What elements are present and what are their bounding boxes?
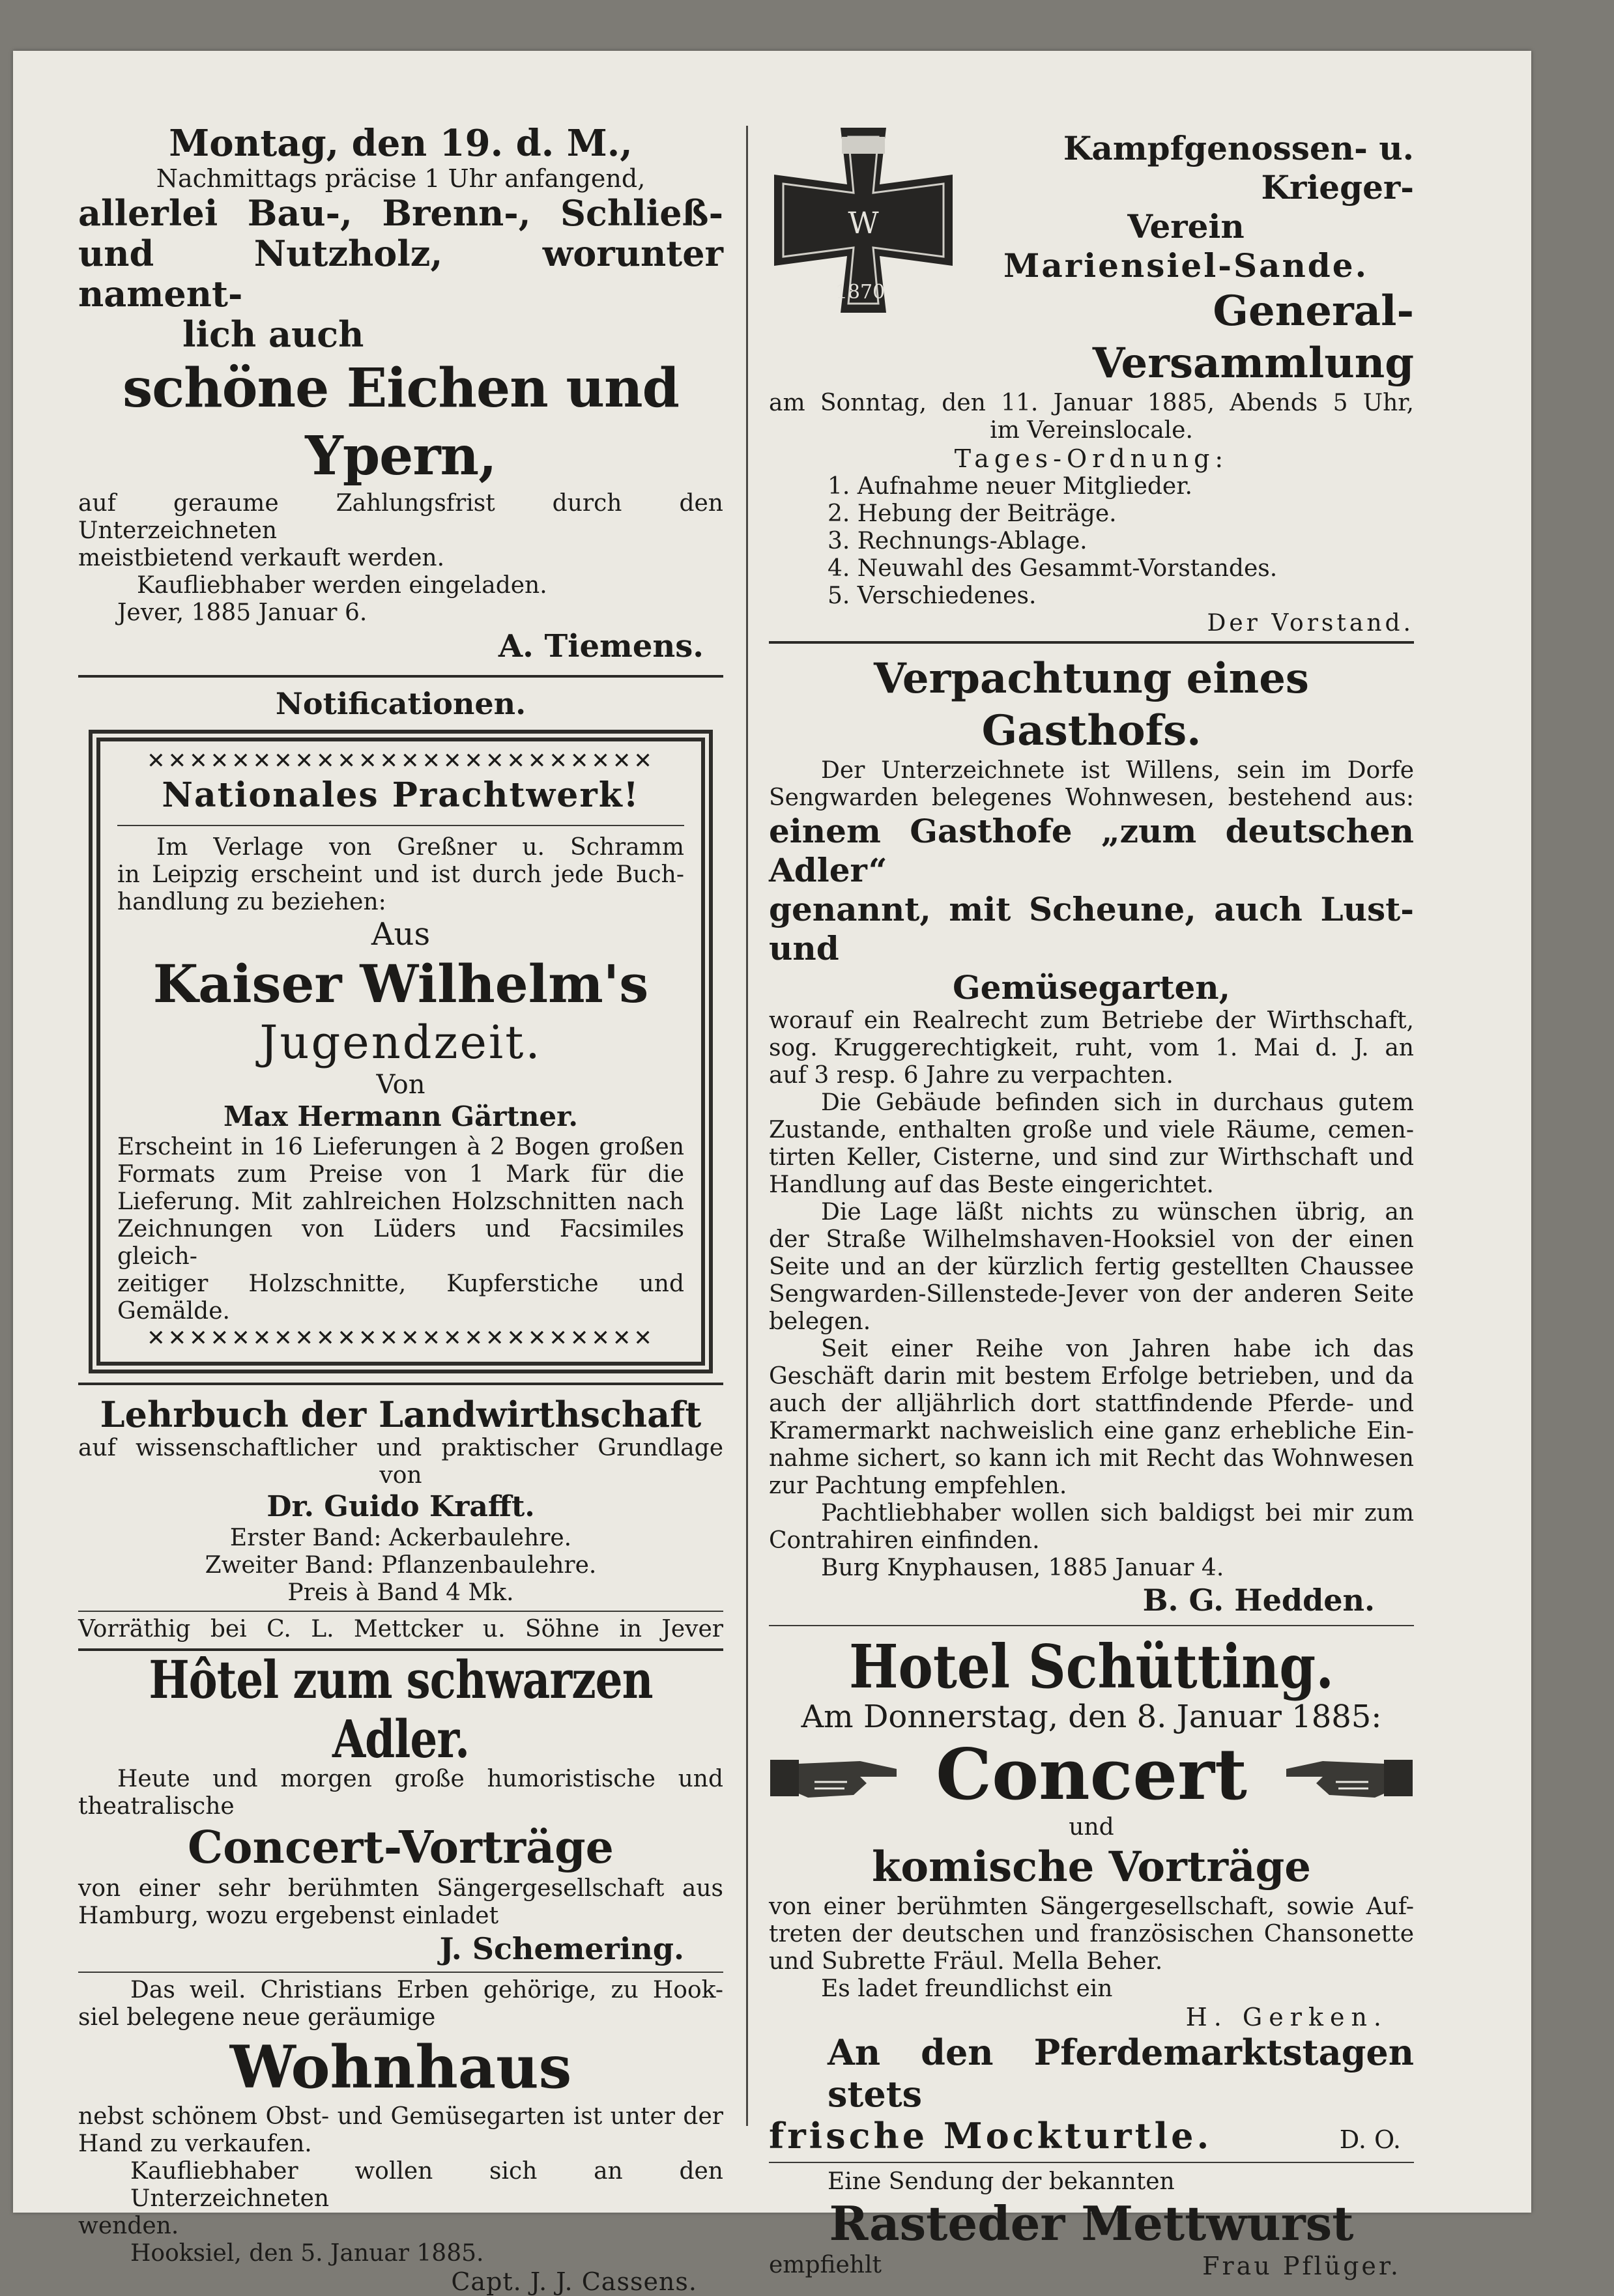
book-intro: handlung zu beziehen: — [117, 889, 386, 915]
auction-headline: schöne Eichen und Ypern, — [122, 357, 679, 487]
notifications-heading: Notificationen. — [275, 686, 526, 721]
gasthof-line: tirten Keller, Cisterne, und sind zur Wirthschaft und — [769, 1144, 1414, 1171]
gasthof-line: Seite und an der kürzlich fertig gestellten Chaussee — [769, 1254, 1414, 1280]
wohnhaus-ad — [78, 1977, 723, 2296]
book-aus: Aus — [371, 916, 431, 953]
schuetting-ad — [769, 1631, 1414, 2157]
gasthof-line: auch der alljährlich dort stattfindende Pferde- und — [769, 1390, 1414, 1417]
cross-letter: W — [848, 205, 879, 240]
pointing-hand-right-icon — [769, 1745, 899, 1804]
gasthof-line: der Straße Wilhelmshaven-Hooksiel von der einen — [769, 1226, 1414, 1253]
concert-komisch: komische Vorträge — [872, 1843, 1311, 1891]
wohnhaus-line: siel belegene neue geräumige — [78, 2004, 436, 2031]
hotel-adler-ad — [78, 1649, 723, 1968]
book-intro: in Leipzig erscheint und ist durch jede Buch- — [117, 861, 684, 888]
gasthof-line: Der Unterzeichnete ist Willens, sein im Dorfe — [821, 757, 1414, 784]
rule — [117, 825, 684, 826]
lehrbuch-title: Lehrbuch der Landwirthschaft — [100, 1394, 702, 1435]
lehrbuch-stock: Vorräthig bei C. L. Mettcker u. Söhne in Jever — [78, 1616, 723, 1643]
book-title: Nationales Prachtwerk! — [162, 775, 640, 815]
agenda-item: 3. Rechnungs-Ablage. — [828, 528, 1088, 554]
hotel-adler-line: Heute und morgen große humoristische und — [117, 1766, 723, 1792]
gasthof-signature: B. G. Hedden. — [1142, 1583, 1375, 1618]
gasthof-line: nahme sichert, so kann ich mit Recht das Wohnwesen — [769, 1445, 1414, 1472]
gasthof-line: Geschäft darin mit bestem Erfolge betrieben, und da — [769, 1363, 1414, 1390]
verein-line: Kampfgenossen- u. Krieger- — [1063, 129, 1414, 207]
gasthof-ad — [769, 653, 1414, 1618]
auction-line: auf geraume Zahlungsfrist durch den Unterzeichneten — [78, 490, 723, 544]
lehrbuch-vol: Erster Band: Ackerbaulehre. — [229, 1525, 572, 1551]
gasthof-line: Kramermarkt nachweislich eine ganz erhebliche Ein- — [769, 1418, 1414, 1444]
column-divider — [746, 126, 748, 2126]
gasthof-line: Die Lage läßt nichts zu wünschen übrig, an — [821, 1199, 1414, 1226]
schuetting-line: treten der deutschen und französischen Chansonette — [769, 1921, 1414, 1947]
book-desc: Zeichnungen von Lüders und Facsimiles gleich- — [117, 1216, 684, 1270]
gasthof-big: genannt, mit Scheune, auch Lust- und — [769, 890, 1414, 968]
ornament-border: ✕✕✕✕✕✕✕✕✕✕✕✕✕✕✕✕✕✕✕✕✕✕✕✕ — [147, 1325, 655, 1351]
hotel-adler-headline: Concert-Vorträge — [188, 1822, 614, 1874]
agenda-title: Tages-Ordnung: — [954, 444, 1229, 473]
agenda-item: 4. Neuwahl des Gesammt-Vorstandes. — [828, 555, 1278, 582]
auction-date: Montag, den 19. d. M., — [169, 122, 633, 165]
concert-title: Concert — [936, 1734, 1247, 1816]
concert-und: und — [1069, 1814, 1114, 1841]
cross-year: 1870 — [835, 281, 886, 304]
gasthof-big: einem Gasthofe „zum deutschen Adler“ — [769, 812, 1414, 889]
auction-place: Jever, 1885 Januar 6. — [117, 599, 367, 626]
gasthof-line: Pachtliebhaber wollen sich baldigst bei mir zum — [821, 1500, 1414, 1527]
rule — [78, 1972, 723, 1973]
agenda-list — [769, 473, 1414, 610]
hotel-adler-line: Hamburg, wozu ergebenst einladet — [78, 1902, 499, 1929]
wohnhaus-line: nebst schönem Obst- und Gemüsegarten ist unter der — [78, 2103, 723, 2130]
book-von: Von — [376, 1070, 425, 1100]
left-column — [78, 122, 723, 2296]
book-desc: Formats zum Preise von 1 Mark für die — [117, 1161, 684, 1188]
wohnhaus-line: Hand zu verkaufen. — [78, 2131, 312, 2157]
schuetting-line: von einer berühmten Sängergesellschaft, sowie Auf- — [769, 1893, 1414, 1920]
auction-line: meistbietend verkauft werden. — [78, 545, 445, 571]
auction-line: lich auch — [182, 313, 364, 355]
hotel-adler-line: theatralische — [78, 1793, 235, 1820]
pointing-hand-left-icon — [1284, 1745, 1414, 1804]
schuetting-line: Es ladet freundlichst ein — [821, 1975, 1113, 2002]
book-subtitle: Jugendzeit. — [259, 1016, 542, 1069]
pferde-signature: D. O. — [1339, 2125, 1401, 2154]
auction-line: allerlei Bau-, Brenn-, Schließ- — [78, 192, 723, 234]
auction-line: Kaufliebhaber werden eingeladen. — [137, 572, 547, 599]
verein-signature: Der Vorstand. — [1207, 610, 1414, 637]
gasthof-headline: Verpachtung eines Gasthofs. — [874, 654, 1309, 755]
verein-ad — [769, 122, 1414, 637]
gasthof-place: Burg Knyphausen, 1885 Januar 4. — [821, 1555, 1224, 1581]
mettwurst-line: empfiehlt — [769, 2252, 882, 2278]
iron-cross-icon — [769, 122, 958, 318]
rule — [769, 1625, 1414, 1626]
hotel-adler-title: Hôtel zum schwarzen Adler. — [149, 1649, 653, 1770]
book-author: Max Hermann Gärtner. — [223, 1100, 578, 1132]
auction-line: und Nutzholz, worunter nament- — [78, 233, 723, 315]
auction-ad — [78, 122, 723, 666]
gasthof-line: worauf ein Realrecht zum Betriebe der Wirthschaft, — [769, 1007, 1414, 1034]
book-desc: Lieferung. Mit zahlreichen Holzschnitten nach — [117, 1188, 684, 1215]
lehrbuch-author: Dr. Guido Krafft. — [267, 1490, 535, 1523]
verein-line: am Sonntag, den 11. Januar 1885, Abends 5 Uhr, — [769, 390, 1414, 416]
mettwurst-headline: Rasteder Mettwurst — [829, 2196, 1354, 2251]
lehrbuch-price: Preis à Band 4 Mk. — [287, 1579, 514, 1606]
lehrbuch-von: von — [379, 1462, 422, 1489]
pferde-line: An den Pferdemarktstagen stets — [828, 2031, 1414, 2115]
verein-headline: General-Versammlung — [1092, 287, 1414, 388]
agenda-item: 5. Verschiedenes. — [828, 582, 1037, 609]
wohnhaus-line: Das weil. Christians Erben gehörige, zu Hook- — [130, 1977, 723, 2003]
book-name: Kaiser Wilhelm's — [152, 953, 649, 1014]
gasthof-line: Zustande, enthalten große und viele Räume, cemen- — [769, 1117, 1414, 1143]
ornament-border: ✕✕✕✕✕✕✕✕✕✕✕✕✕✕✕✕✕✕✕✕✕✕✕✕ — [147, 748, 655, 774]
rule — [78, 1611, 723, 1612]
verein-header — [769, 122, 1414, 390]
lehrbuch-vol: Zweiter Band: Pflanzenbaulehre. — [205, 1552, 597, 1579]
lehrbuch-ad — [78, 1394, 723, 1643]
concert-row — [769, 1736, 1414, 1814]
newspaper-page — [13, 51, 1531, 2296]
schuetting-line: und Subrette Fräul. Mella Beher. — [769, 1948, 1163, 1975]
agenda-item: 2. Hebung der Beiträge. — [828, 500, 1117, 527]
rule — [769, 2162, 1414, 2163]
verein-line: im Vereinslocale. — [990, 417, 1193, 444]
lehrbuch-line: auf wissenschaftlicher und praktischer Grundlage — [78, 1435, 723, 1461]
book-desc: Erscheint in 16 Lieferungen à 2 Bogen großen — [117, 1134, 684, 1160]
gasthof-big: Gemüsegarten, — [952, 968, 1231, 1007]
schuetting-date: Am Donnerstag, den 8. Januar 1885: — [801, 1699, 1382, 1735]
gasthof-line: sog. Kruggerechtigkeit, ruht, vom 1. Mai d. J. an — [769, 1035, 1414, 1061]
pferde-row — [769, 2115, 1414, 2157]
gasthof-line: Contrahiren einfinden. — [769, 1527, 1040, 1554]
wohnhaus-line: wenden. — [78, 2213, 179, 2239]
gasthof-line: Seit einer Reihe von Jahren habe ich das — [821, 1336, 1414, 1362]
auction-line: Nachmittags präcise 1 Uhr anfangend, — [156, 164, 646, 193]
rule — [769, 641, 1414, 644]
hotel-adler-line: von einer sehr berühmten Sängergesellschaft aus — [78, 1875, 723, 1902]
gasthof-line: auf 3 resp. 6 Jahre zu verpachten. — [769, 1062, 1174, 1089]
rule — [78, 675, 723, 678]
schuetting-signature: H. Gerken. — [1185, 2003, 1388, 2031]
mettwurst-row — [769, 2252, 1414, 2280]
schuetting-headline: Hotel Schütting. — [848, 1631, 1334, 1702]
pferde-line: frische Mockturtle. — [769, 2115, 1213, 2157]
book-intro: Im Verlage von Greßner u. Schramm — [156, 834, 684, 861]
gasthof-line: Sengwarden-Sillenstede-Jever von der anderen Seite — [769, 1281, 1414, 1308]
book-ad-frame — [89, 730, 713, 1373]
agenda-item: 1. Aufnahme neuer Mitglieder. — [828, 473, 1192, 500]
mettwurst-ad — [769, 2168, 1414, 2280]
right-column — [769, 122, 1414, 2280]
gasthof-line: Die Gebäude befinden sich in durchaus gutem — [821, 1089, 1414, 1116]
wohnhaus-headline: Wohnhaus — [229, 2033, 572, 2102]
gasthof-line: zur Pachtung empfehlen. — [769, 1472, 1067, 1499]
mettwurst-line: Eine Sendung der bekannten — [828, 2168, 1175, 2195]
verein-line: Verein — [1127, 207, 1245, 246]
wohnhaus-place: Hooksiel, den 5. Januar 1885. — [130, 2240, 484, 2267]
gasthof-line: Sengwarden belegenes Wohnwesen, bestehend aus: — [769, 784, 1414, 811]
hotel-adler-signature: J. Schemering. — [439, 1931, 684, 1966]
gasthof-line: Handlung auf das Beste eingerichtet. — [769, 1171, 1214, 1198]
wohnhaus-line: Kaufliebhaber wollen sich an den Unterzeichneten — [130, 2158, 723, 2212]
rule — [78, 1383, 723, 1385]
gasthof-line: belegen. — [769, 1308, 871, 1335]
auction-signature: A. Tiemens. — [498, 628, 704, 665]
wohnhaus-signature: Capt. J. J. Cassens. — [451, 2267, 697, 2296]
verein-line: Mariensiel-Sande. — [1003, 246, 1368, 285]
book-desc: zeitiger Holzschnitte, Kupferstiche und Gemälde. — [117, 1270, 684, 1325]
mettwurst-signature: Frau Pflüger. — [1202, 2252, 1401, 2280]
